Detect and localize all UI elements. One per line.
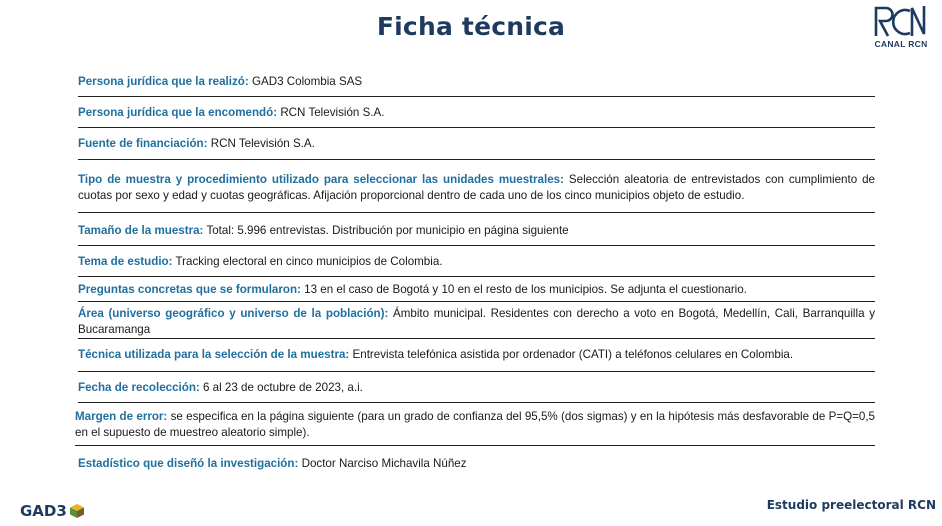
row-preguntas	[78, 277, 875, 302]
technical-sheet	[75, 66, 875, 474]
row-label: Tema de estudio:	[78, 255, 173, 268]
rcn-logo-caption: CANAL RCN	[874, 39, 928, 49]
row-label: Fecha de recolección:	[78, 381, 200, 394]
row-value: RCN Televisión S.A.	[280, 106, 385, 119]
row-label: Preguntas concretas que se formularon:	[78, 283, 301, 296]
gad3-logo	[20, 502, 85, 520]
row-value: 6 al 23 de octubre de 2023, a.i.	[203, 381, 363, 394]
row-label: Estadístico que diseñó la investigación:	[78, 457, 299, 470]
row-label: Persona jurídica que la realizó:	[78, 75, 249, 88]
row-value: GAD3 Colombia SAS	[251, 75, 363, 88]
row-estadistico	[78, 446, 875, 474]
row-area	[78, 302, 875, 339]
row-fecha	[78, 372, 875, 403]
row-label: Margen de error:	[75, 410, 168, 423]
row-value: 13 en el caso de Bogotá y 10 en el resto de los municipios. Se adjunta el cuestionario.	[304, 283, 747, 296]
page-title: Ficha técnica	[376, 12, 566, 41]
row-value: Entrevista telefónica asistida por ordenador (CATI) a teléfonos celulares en Colombia.	[352, 348, 794, 361]
row-label: Técnica utilizada para la selección de la muestra:	[78, 348, 350, 361]
row-value: Doctor Narciso Michavila Núñez	[301, 457, 467, 470]
row-tecnica	[78, 339, 875, 372]
row-encomendo	[78, 97, 875, 128]
row-value: Selección aleatoria de entrevistados con cumplimiento de cuotas por sexo y edad y cuotas geográficas. Afijación proporcional dentro de cada uno de los cinco municipios objeto de estudio.	[78, 173, 875, 202]
study-name: Estudio preelectoral RCN	[766, 498, 936, 512]
row-label: Área (universo geográfico y universo de la población):	[78, 307, 389, 320]
row-label: Fuente de financiación:	[78, 137, 208, 150]
rcn-logo-icon	[872, 4, 928, 38]
row-label: Tamaño de la muestra:	[78, 224, 204, 237]
row-value: RCN Televisión S.A.	[210, 137, 315, 150]
row-tipo-muestra	[78, 160, 875, 213]
row-financiacion	[78, 128, 875, 160]
gad3-logo-text: GAD3	[20, 502, 67, 520]
row-value: Ámbito municipal. Residentes con derecho a voto en Bogotá, Medellín, Cali, Barranquilla y Bucaramanga	[78, 307, 875, 336]
rcn-logo	[866, 4, 936, 52]
row-label: Tipo de muestra y procedimiento utilizado para seleccionar las unidades muestrales:	[78, 173, 564, 186]
row-tema	[78, 246, 875, 277]
row-value: se especifica en la página siguiente (para un grado de confianza del 95,5% (dos sigmas) y en la hipótesis más desfavorable de P=Q=0,5 en el supuesto de muestreo aleatorio simple).	[75, 410, 875, 439]
gad3-cube-icon	[69, 503, 85, 519]
row-label: Persona jurídica que la encomendó:	[78, 106, 278, 119]
row-realizo	[78, 66, 875, 97]
row-value: Total: 5.996 entrevistas. Distribución por municipio en página siguiente	[206, 224, 569, 237]
row-value: Tracking electoral en cinco municipios de Colombia.	[175, 255, 443, 268]
row-margen-error	[75, 403, 875, 446]
row-tamano	[78, 213, 875, 246]
